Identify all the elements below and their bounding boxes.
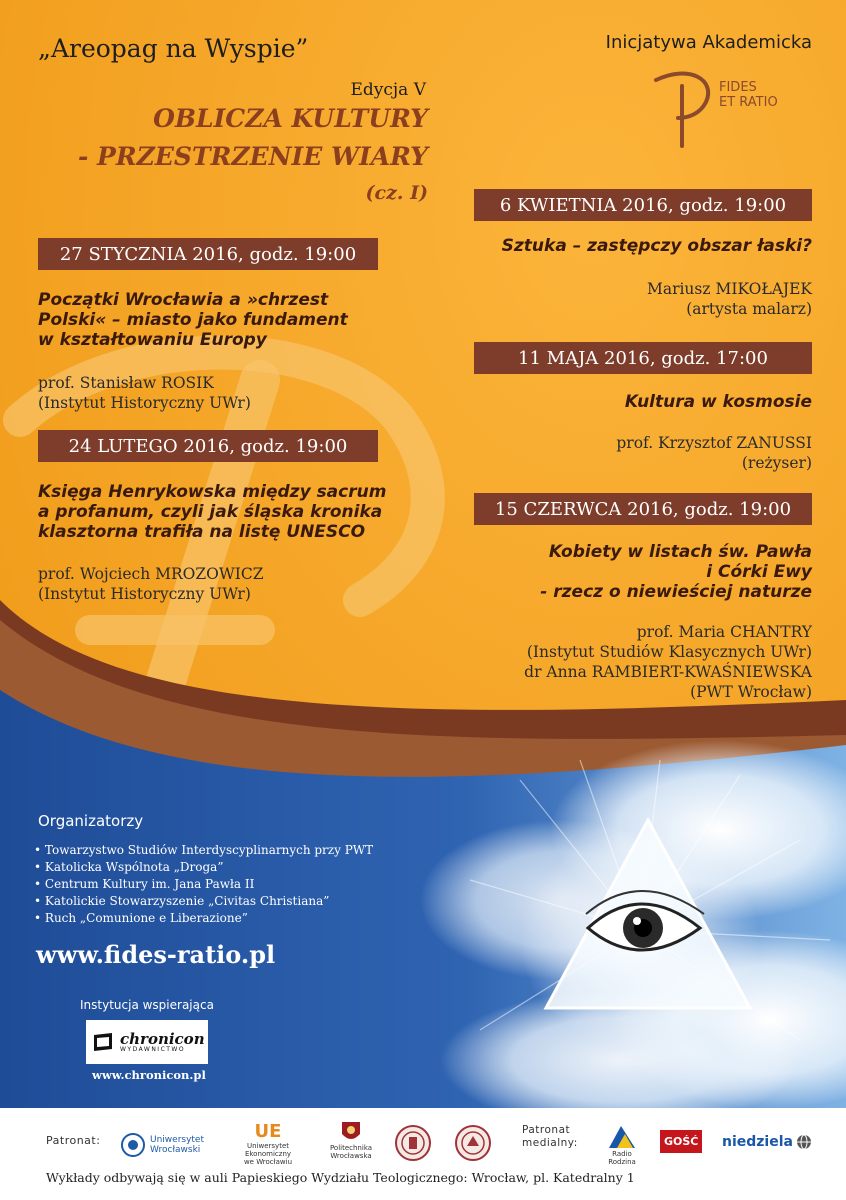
chronicon-link[interactable]: www.chronicon.pl: [92, 1068, 206, 1082]
archdiocese-seal-icon: [454, 1124, 492, 1162]
organizer-item: • Centrum Kultury im. Jana Pawła II: [34, 876, 373, 893]
chronicon-text: [120, 1029, 205, 1053]
patronat-medialny-label: [522, 1124, 578, 1150]
lecture-title-line: Sztuka – zastępczy obszar łaski?: [501, 236, 812, 256]
lecture-title-line: a profanum, czyli jak śląska kronika: [38, 502, 383, 522]
speaker-line: prof. Stanisław ROSIK: [38, 374, 214, 392]
uwr-seal-icon: [120, 1132, 146, 1158]
speaker-line: (reżyser): [741, 454, 812, 472]
speaker-line: (artysta malarz): [686, 300, 812, 318]
ue-mark: UE: [254, 1121, 282, 1142]
lecture-date-bar: 11 MAJA 2016, godz. 17:00: [474, 342, 812, 374]
speaker-line: (Instytut Historyczny UWr): [38, 394, 251, 412]
globe-icon: [796, 1134, 812, 1150]
lecture-date-bar: 27 STYCZNIA 2016, godz. 19:00: [38, 238, 378, 270]
lecture-speaker: [524, 622, 812, 702]
main-title-line-1: OBLICZA KULTURY: [153, 104, 428, 133]
speaker-line: prof. Maria CHANTRY: [636, 623, 812, 641]
lecture-date-bar: 24 LUTEGO 2016, godz. 19:00: [38, 430, 378, 462]
patronat-medialny-line-2: medialny:: [522, 1137, 578, 1149]
lecture-title: [502, 236, 812, 256]
lecture-date-bar: 6 KWIETNIA 2016, godz. 19:00: [474, 189, 812, 221]
chronicon-logo: [86, 1020, 208, 1064]
pwr-line-1: Politechnika: [329, 1144, 373, 1152]
lecture-speaker: [647, 279, 812, 319]
organizer-item: • Katolickie Stowarzyszenie „Civitas Christiana”: [34, 893, 373, 910]
lecture-title-line: i Córki Ewy: [706, 562, 812, 582]
lecture-title-line: Polski« – miasto jako fundament: [38, 310, 348, 330]
uwr-line-2: Wrocławski: [150, 1145, 201, 1155]
lecture-title-line: Kobiety w listach św. Pawła: [548, 542, 812, 562]
chronicon-name: chronicon: [120, 1029, 205, 1048]
media-radio-rodzina: [602, 1124, 642, 1166]
lecture-title-line: Kultura w kosmosie: [624, 392, 812, 412]
logo-text: [719, 80, 778, 110]
speaker-line: (Instytut Historyczny UWr): [38, 585, 251, 603]
radio-rodzina-icon: [605, 1124, 639, 1150]
main-title-line-2: - PRZESTRZENIE WIARY: [77, 142, 428, 171]
organizers-list: [34, 842, 373, 927]
media-niedziela: [722, 1134, 812, 1150]
lecture-speaker: [38, 564, 264, 604]
lecture-title-line: Początki Wrocławia a »chrzest: [38, 290, 329, 310]
ue-line-2: we Wrocławiu: [243, 1158, 293, 1166]
lecture-title-line: klasztorna trafiła na listę UNESCO: [38, 522, 366, 542]
organizer-item: • Ruch „Comunione e Liberazione”: [34, 910, 373, 927]
speaker-line: Mariusz MIKOŁAJEK: [646, 280, 812, 298]
pwr-line-2: Wrocławska: [330, 1152, 372, 1160]
radio-rodzina-label: Radio Rodzina: [608, 1150, 636, 1166]
ue-line-1: Uniwersytet Ekonomiczny: [244, 1142, 292, 1158]
lecture-title: [38, 482, 386, 542]
partner-ue: [228, 1122, 308, 1166]
patronat-medialny-line-1: Patronat: [522, 1124, 571, 1136]
organizers-heading: Organizatorzy: [38, 812, 144, 830]
niedziela-label: niedziela: [722, 1134, 793, 1150]
main-title-part: (cz. I): [365, 182, 428, 204]
lecture-speaker: [616, 433, 812, 473]
media-gosc: GOŚĆ: [660, 1130, 702, 1153]
lecture-speaker: [38, 373, 251, 413]
organizer-item: • Katolicka Wspólnota „Droga”: [34, 859, 373, 876]
speaker-line: prof. Krzysztof ZANUSSI: [616, 434, 812, 452]
pwr-shield-icon: [340, 1120, 362, 1144]
website-link[interactable]: www.fides-ratio.pl: [36, 940, 276, 969]
organizer-item: • Towarzystwo Studiów Interdyscyplinarnych przy PWT: [34, 842, 373, 859]
lecture-title-line: w kształtowaniu Europy: [38, 330, 267, 350]
lecture-title: [625, 392, 812, 412]
uwr-line-1: Uniwersytet: [150, 1135, 204, 1145]
lecture-title: [540, 542, 812, 602]
speaker-line: dr Anna RAMBIERT-KWAŚNIEWSKA: [524, 663, 812, 681]
initiative-label: Inicjatywa Akademicka: [605, 32, 812, 53]
logo-line-2: ET RATIO: [719, 95, 778, 110]
speaker-line: prof. Wojciech MROZOWICZ: [38, 565, 264, 583]
uwr-label: [150, 1135, 204, 1155]
partner-uwr: [120, 1132, 204, 1158]
series-title: „Areopag na Wyspie”: [38, 34, 309, 63]
logo-line-1: FIDES: [719, 80, 757, 95]
pwt-seal-icon: [394, 1124, 432, 1162]
speaker-line: (Instytut Studiów Klasycznych UWr): [526, 643, 812, 661]
lecture-title-line: Księga Henrykowska między sacrum: [38, 482, 387, 502]
venue-note: Wykłady odbywają się w auli Papieskiego Wydziału Teologicznego: Wrocław, pl. Katedralny 1: [46, 1170, 635, 1185]
edition-label: Edycja V: [350, 80, 426, 100]
lecture-date-bar: 15 CZERWCA 2016, godz. 19:00: [474, 493, 812, 525]
partner-pwr: [326, 1120, 376, 1160]
lecture-title-line: - rzecz o niewieściej naturze: [540, 582, 812, 602]
patronat-label: Patronat:: [46, 1134, 101, 1147]
speaker-line: (PWT Wrocław): [690, 683, 812, 701]
lecture-title: [38, 290, 348, 350]
chronicon-sub: WYDAWNICTWO: [120, 1045, 186, 1053]
supporting-heading: Instytucja wspierająca: [80, 998, 214, 1012]
book-icon: [92, 1031, 114, 1053]
